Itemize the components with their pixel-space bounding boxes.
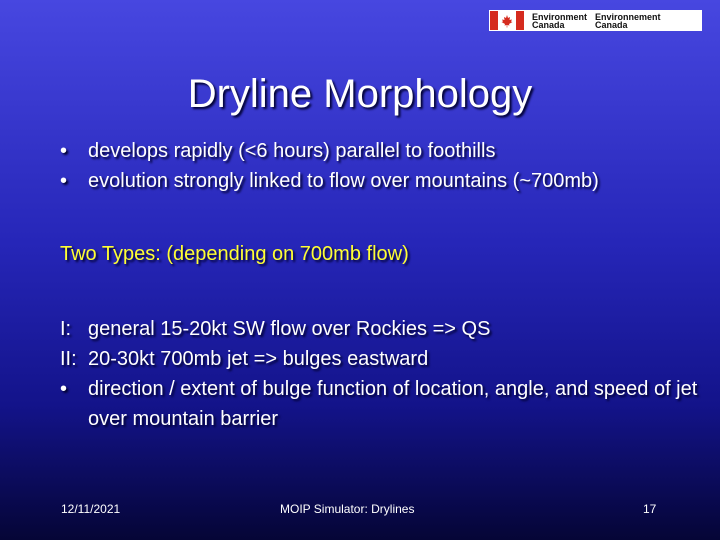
maple-leaf-icon (500, 14, 514, 28)
type-item: I: general 15-20kt SW flow over Rockies => QS (60, 318, 491, 340)
bullet-item: • direction / extent of bulge function of location, angle, and speed of jet over mountain barrier (60, 378, 698, 430)
types-heading: Two Types: (depending on 700mb flow) (60, 243, 409, 265)
page-number: 17 (643, 502, 657, 516)
wordmark-fr: Environnement Canada (595, 11, 661, 30)
slide-title: Dryline Morphology (187, 72, 533, 116)
environment-canada-logo (489, 10, 702, 31)
slide-body (60, 136, 710, 434)
type-item: II: 20-30kt 700mb jet => bulges eastward (60, 348, 429, 370)
wordmark-en: Environment Canada (532, 11, 588, 30)
footer-date: 12/11/2021 (61, 502, 121, 516)
bullet-item: • evolution strongly linked to flow over mountains (~700mb) (60, 170, 599, 192)
canada-flag-icon (490, 11, 524, 30)
bullet-item: • develops rapidly (<6 hours) parallel to foothills (60, 140, 496, 162)
footer-title: MOIP Simulator: Drylines (280, 502, 415, 516)
